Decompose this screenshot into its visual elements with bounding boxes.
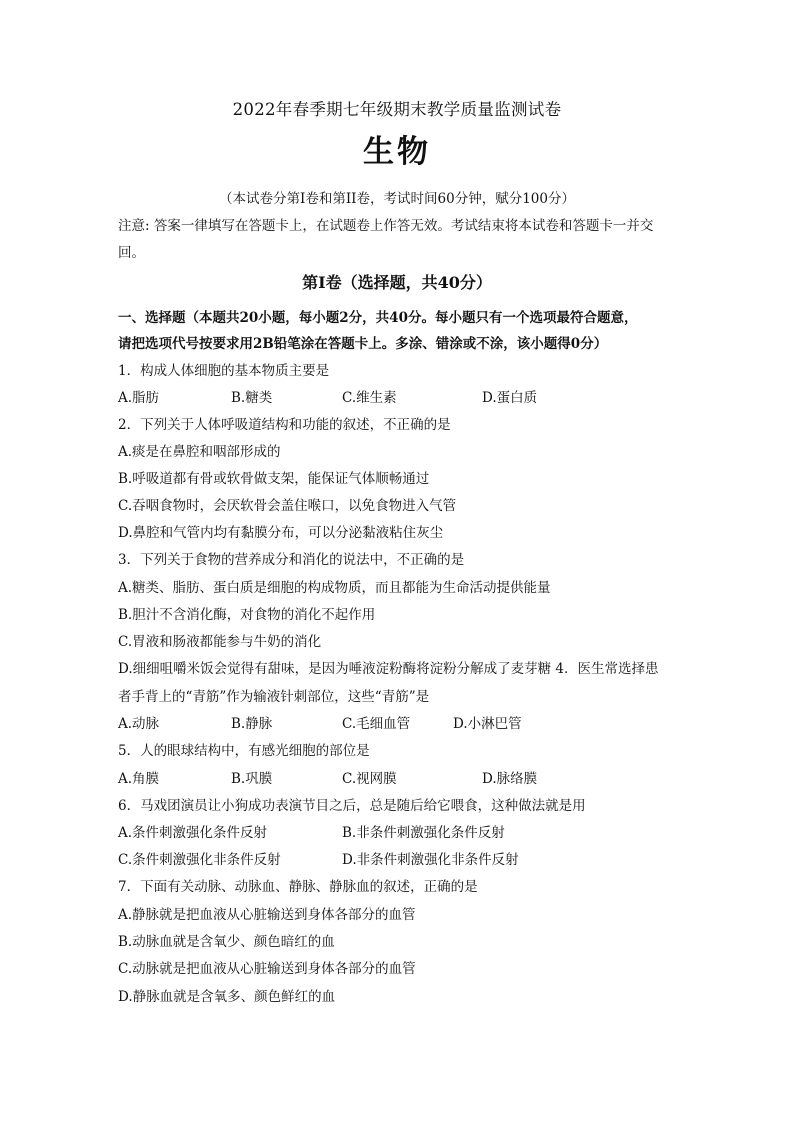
q4-option-b: B.静脉: [231, 716, 273, 732]
question-7-stem: 7．下面有关动脉、动脉血、静脉、静脉血的叙述，正确的是: [118, 879, 478, 895]
q4-option-d: D.小淋巴管: [453, 716, 522, 732]
question-3-stem: 3．下列关于食物的营养成分和消化的说法中，不正确的是: [118, 552, 465, 568]
q1-option-a: A.脂肪: [118, 390, 160, 406]
question-5-stem: 5．人的眼球结构中，有感光细胞的部位是: [118, 743, 370, 759]
q3-option-a: A.糖类、脂肪、蛋白质是细胞的构成物质，而且都能为生命活动提供能量: [118, 580, 551, 596]
section-intro-line-2: 请把选项代号按要求用2B铅笔涂在答题卡上。多涂、错涂或不涂，该小题得0分）: [118, 336, 608, 352]
q3-option-d-line-1: D.细细咀嚼米饭会觉得有甜味，是因为唾液淀粉酶将淀粉分解成了麦芽糖 4．医生常选择患: [118, 661, 659, 677]
q1-option-c: C.维生素: [342, 390, 397, 406]
exam-info: （本试卷分第I卷和第II卷，考试时间60分钟，赋分100分）: [219, 191, 575, 207]
q7-option-d: D.静脉血就是含氧多、颜色鲜红的血: [118, 989, 336, 1005]
q6-option-a: A.条件刺激强化条件反射: [118, 825, 268, 841]
q2-option-c: C.吞咽食物时，会厌软骨会盖住喉口，以免食物进入气管: [118, 498, 457, 514]
q3-option-b: B.胆汁不含消化酶，对食物的消化不起作用: [118, 607, 376, 623]
q6-option-d: D.非条件刺激强化非条件反射: [342, 852, 519, 868]
q4-option-a: A.动脉: [118, 716, 160, 732]
q7-option-a: A.静脉就是把血液从心脏输送到身体各部分的血管: [118, 907, 416, 923]
q2-option-a: A.痰是在鼻腔和咽部形成的: [118, 444, 281, 460]
question-1-stem: 1．构成人体细胞的基本物质主要是: [118, 363, 330, 379]
q3-option-c: C.胃液和肠液都能参与牛奶的消化: [118, 634, 322, 650]
q5-option-b: B.巩膜: [231, 771, 273, 787]
question-6-stem: 6．马戏团演员让小狗成功表演节目之后，总是随后给它喂食，这种做法就是用: [118, 798, 586, 814]
q6-option-c: C.条件刺激强化非条件反射: [118, 852, 281, 868]
q4-option-c: C.毛细血管: [342, 716, 411, 732]
notice-line-1: 注意: 答案一律填写在答题卡上，在试题卷上作答无效。考试结束将本试卷和答题卡一并交: [118, 218, 654, 234]
q3-option-d-line-2: 者手背上的“青筋”作为输液针刺部位，这些“青筋”是: [118, 689, 430, 705]
section-title: 第I卷（选择题，共40分）: [302, 273, 492, 292]
q5-option-d: D.脉络膜: [482, 771, 538, 787]
q5-option-a: A.角膜: [118, 771, 160, 787]
subject-title: 生物: [363, 134, 431, 170]
q2-option-b: B.呼吸道都有骨或软骨做支架，能保证气体顺畅通过: [118, 471, 430, 487]
q1-option-d: D.蛋白质: [482, 390, 538, 406]
q7-option-c: C.动脉就是把血液从心脏输送到身体各部分的血管: [118, 961, 416, 977]
q1-option-b: B.糖类: [231, 390, 273, 406]
q2-option-d: D.鼻腔和气管内均有黏膜分布，可以分泌黏液粘住灰尘: [118, 525, 444, 541]
notice-line-2: 回。: [118, 245, 145, 261]
section-intro-line-1: 一、选择题（本题共20小题，每小题2分，共40分。每小题只有一个选项最符合题意，: [118, 310, 638, 326]
q7-option-b: B.动脉血就是含氧少、颜色暗红的血: [118, 934, 335, 950]
q6-option-b: B.非条件刺激强化条件反射: [342, 825, 505, 841]
exam-title: 2022年春季期七年级期末教学质量监测试卷: [232, 100, 562, 119]
question-2-stem: 2．下列关于人体呼吸道结构和功能的叙述，不正确的是: [118, 417, 451, 433]
q5-option-c: C.视网膜: [342, 771, 397, 787]
